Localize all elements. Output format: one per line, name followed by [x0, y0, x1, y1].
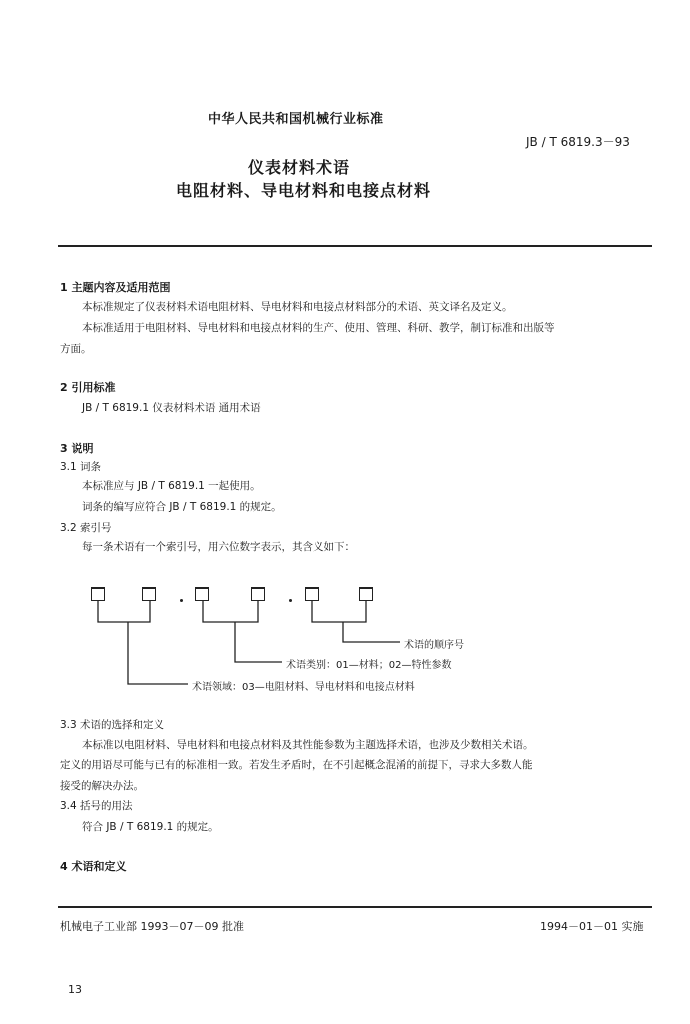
section-3-3-paragraph-2: 定义的用语尽可能与已有的标准相一致。若发生矛盾时，在不引起概念混淆的前提下，寻求大多数人能 — [60, 759, 533, 771]
section-3-3-paragraph-1: 本标准以电阻材料、导电材料和电接点材料及其性能参数为主题选择术语，也涉及少数相关术语。 — [82, 739, 534, 751]
section-4-heading: 4 术语和定义 — [60, 860, 127, 873]
footer-approved: 机械电子工业部 1993－07－09 批准 — [60, 920, 244, 933]
page-number: 13 — [68, 983, 82, 996]
standard-code: JB / T 6819.3－93 — [526, 135, 630, 149]
diagram-label-sequence: 术语的顺序号 — [404, 640, 464, 651]
footer-rule — [58, 906, 652, 908]
section-3-3-heading: 3.3 术语的选择和定义 — [60, 719, 165, 731]
section-3-1-heading: 3.1 词条 — [60, 461, 102, 473]
section-3-4-paragraph-1: 符合 JB / T 6819.1 的规定。 — [82, 821, 219, 833]
section-2-reference: JB / T 6819.1 仪表材料术语 通用术语 — [82, 402, 261, 414]
standard-body: 中华人民共和国机械行业标准 — [208, 112, 384, 127]
section-3-2-heading: 3.2 索引号 — [60, 522, 112, 534]
section-3-1-paragraph-1: 本标准应与 JB / T 6819.1 一起使用。 — [82, 480, 261, 492]
section-1-paragraph-2: 本标准适用于电阻材料、导电材料和电接点材料的生产、使用、管理、科研、教学，制订标准和出版等 — [82, 322, 555, 334]
section-1-paragraph-1: 本标准规定了仪表材料术语电阻材料、导电材料和电接点材料部分的术语、英文译名及定义。 — [82, 301, 513, 313]
section-1-heading: 1 主题内容及适用范围 — [60, 281, 171, 294]
section-3-2-paragraph-1: 每一条术语有一个索引号，用六位数字表示，其含义如下： — [82, 541, 355, 553]
section-3-1-paragraph-2: 词条的编写应符合 JB / T 6819.1 的规定。 — [82, 501, 282, 513]
title-line-1: 仪表材料术语 — [248, 158, 351, 177]
section-1-paragraph-2-cont: 方面。 — [60, 343, 92, 355]
title-line-2: 电阻材料、导电材料和电接点材料 — [176, 181, 432, 200]
section-2-heading: 2 引用标准 — [60, 381, 116, 394]
section-3-heading: 3 说明 — [60, 442, 94, 455]
diagram-label-category: 术语类别：01—材料；02—特性参数 — [286, 660, 452, 671]
section-3-3-paragraph-3: 接受的解决办法。 — [60, 780, 144, 792]
section-3-4-heading: 3.4 括号的用法 — [60, 800, 133, 812]
diagram-label-field: 术语领域：03—电阻材料、导电材料和电接点材料 — [192, 682, 415, 693]
footer-effective: 1994－01－01 实施 — [540, 920, 644, 933]
